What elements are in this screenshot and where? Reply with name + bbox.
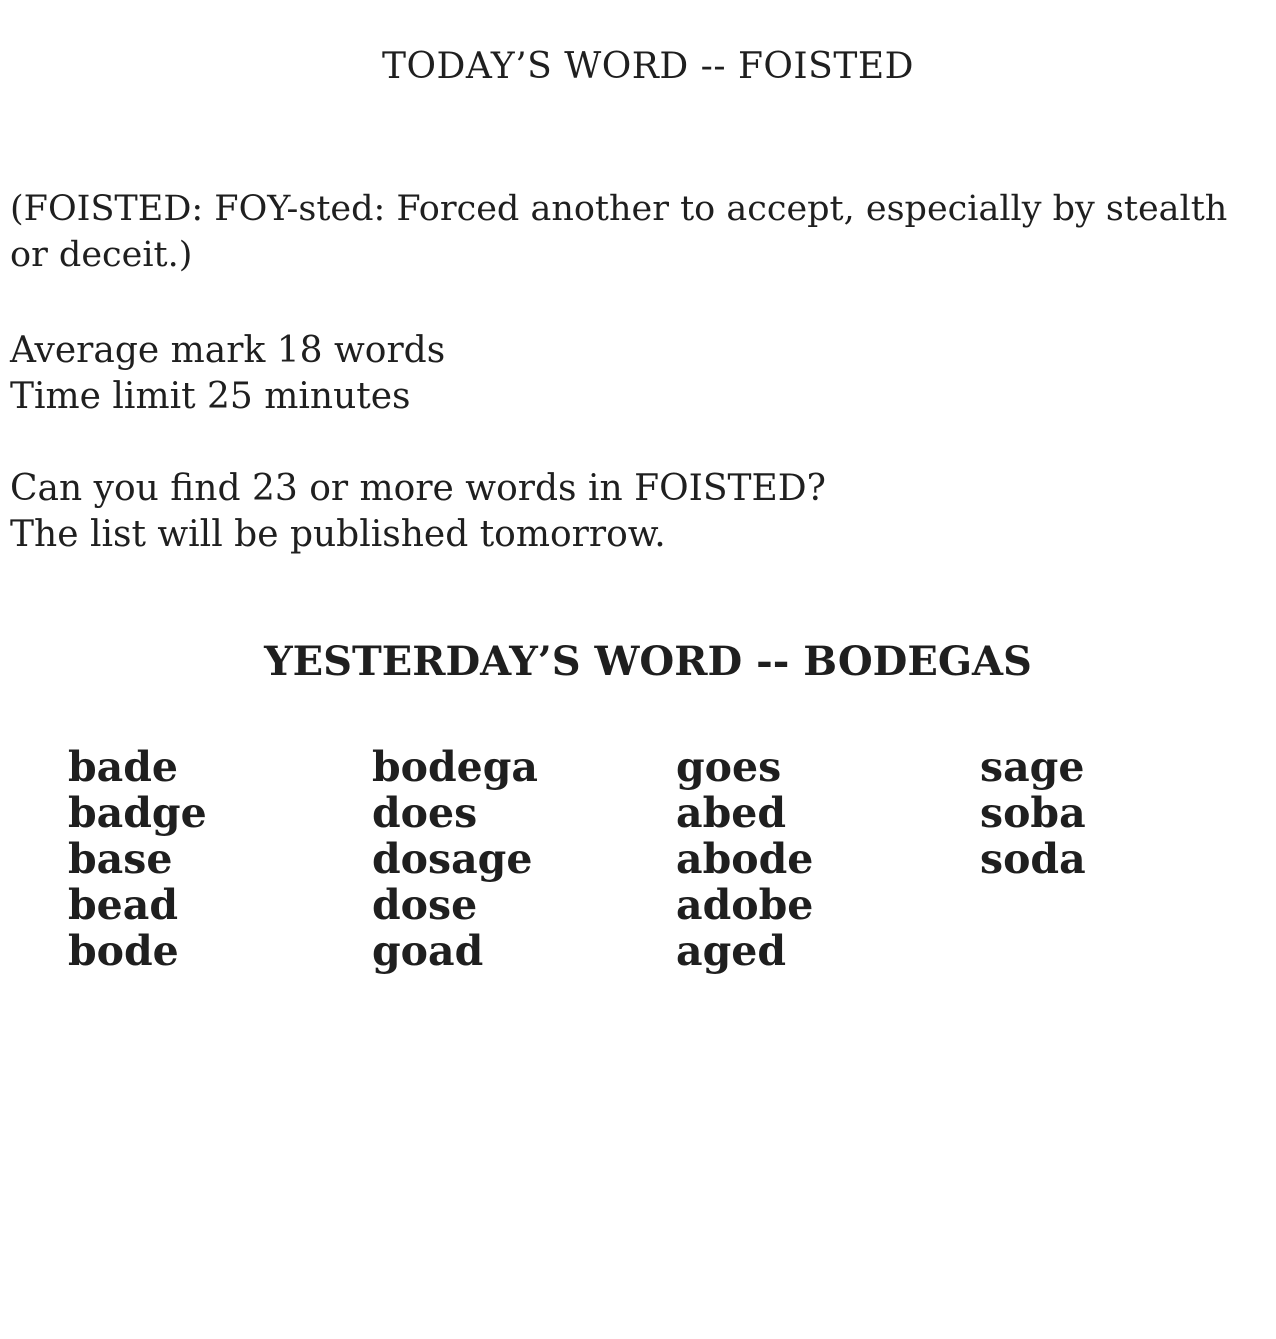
todays-word-title: TODAY’S WORD -- FOISTED	[382, 46, 914, 87]
word-column-1	[68, 744, 372, 974]
word-definition: (FOISTED: FOY-sted: Forced another to accept, especially by stealth or deceit.)	[10, 189, 1228, 275]
answer-word-grid	[68, 744, 1276, 974]
word-column-4	[980, 744, 1276, 974]
puzzle-stats	[10, 328, 445, 420]
answer-word: does	[372, 789, 478, 837]
answer-word: goes	[676, 743, 782, 791]
answer-word: soda	[980, 835, 1086, 883]
answer-word: bode	[68, 927, 179, 975]
answer-word: adobe	[676, 881, 814, 929]
answer-word: bead	[68, 881, 178, 929]
puzzle-prompt	[10, 466, 826, 558]
answer-word: badge	[68, 789, 207, 837]
publish-note: The list will be published tomorrow.	[10, 514, 666, 555]
answer-word: abode	[676, 835, 814, 883]
word-column-2	[372, 744, 676, 974]
answer-word: bodega	[372, 743, 539, 791]
answer-word: goad	[372, 927, 484, 975]
answer-word: dose	[372, 881, 478, 929]
time-limit: Time limit 25 minutes	[10, 376, 411, 417]
answer-word: base	[68, 835, 173, 883]
average-mark: Average mark 18 words	[10, 330, 446, 371]
answer-word: abed	[676, 789, 786, 837]
word-column-3	[676, 744, 980, 974]
answer-word: sage	[980, 743, 1085, 791]
answer-word: soba	[980, 789, 1086, 837]
yesterdays-word-title: YESTERDAY’S WORD -- BODEGAS	[264, 638, 1032, 685]
answer-word: dosage	[372, 835, 533, 883]
answer-word: bade	[68, 743, 178, 791]
answer-word: aged	[676, 927, 786, 975]
challenge-question: Can you find 23 or more words in FOISTED?	[10, 468, 826, 509]
